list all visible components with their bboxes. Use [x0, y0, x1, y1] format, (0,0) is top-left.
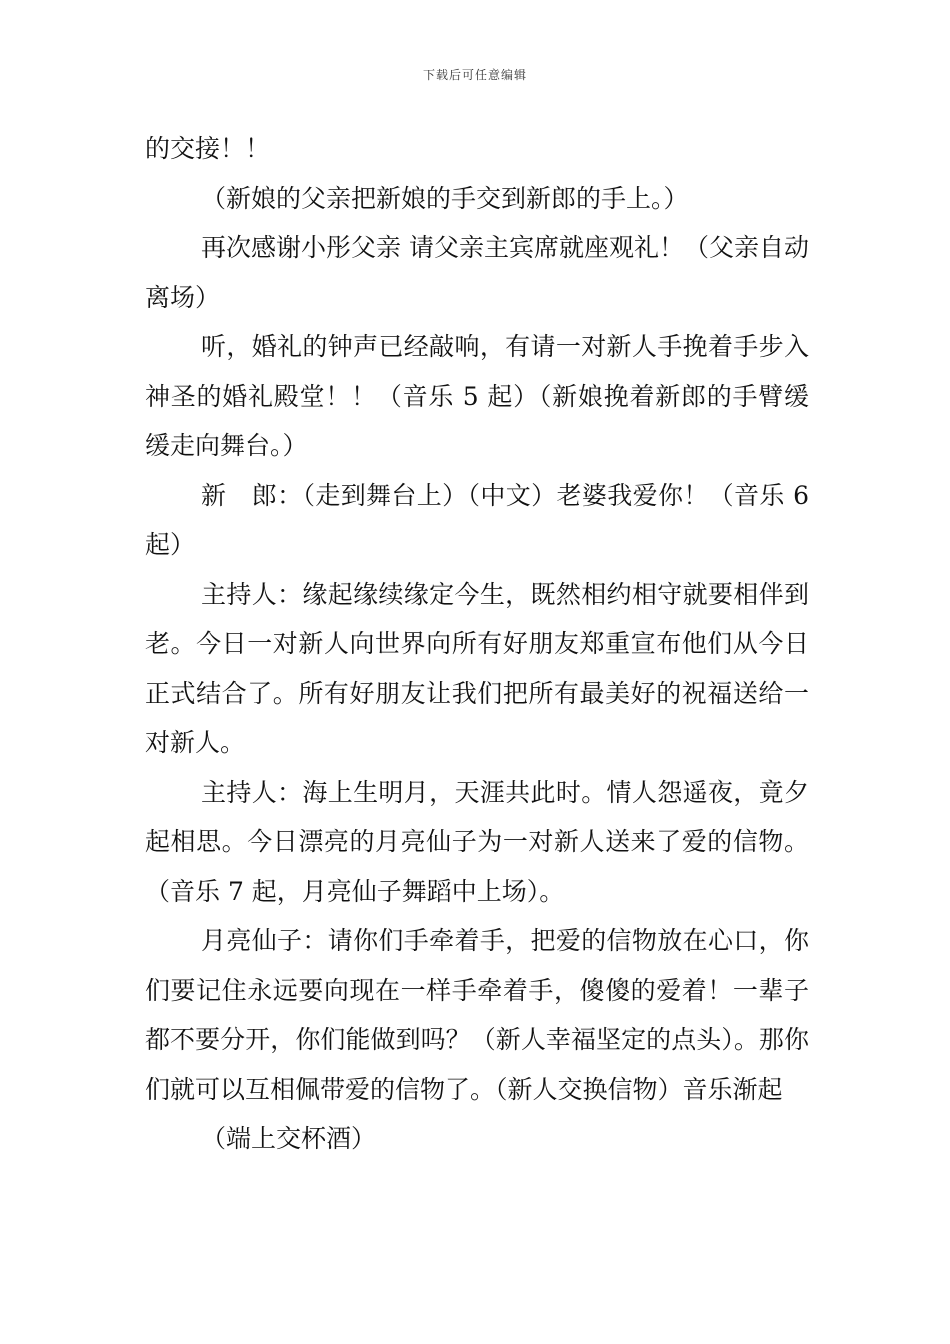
- paragraph-8: 月亮仙子：请你们手牵着手，把爱的信物放在心口，你们要记住永远要向现在一样手牵着手，傻傻的爱着！一辈子都不要分开，你们能做到吗？（新人幸福坚定的点头）。那你们就可以互相佩带爱的信物了。（新人交换信物）音乐渐起: [145, 926, 809, 1104]
- paragraph-9: （端上交杯酒）: [201, 1124, 377, 1153]
- paragraph-5: 新 郎：（走到舞台上）（中文）老婆我爱你！（音乐 6 起）: [145, 480, 809, 559]
- paragraph-2: （新娘的父亲把新娘的手交到新郎的手上。）: [201, 183, 689, 213]
- paragraph-6: 主持人：缘起缘续缘定今生，既然相约相守就要相伴到老。今日一对新人向世界向所有好朋友郑重宣布他们从今日正式结合了。所有好朋友让我们把所有最美好的祝福送给一对新人。: [145, 579, 809, 757]
- paragraph-3: 再次感谢小彤父亲 请父亲主宾席就座观礼！（父亲自动离场）: [145, 233, 809, 312]
- paragraph-7: 主持人：海上生明月，天涯共此时。情人怨遥夜，竟夕起相思。今日漂亮的月亮仙子为一对新人送来了爱的信物。（音乐 7 起，月亮仙子舞蹈中上场）。: [145, 777, 809, 906]
- page-header: 下载后可任意编辑: [422, 68, 527, 82]
- paragraph-1: 的交接！！: [145, 134, 271, 163]
- document-body: [145, 124, 809, 1164]
- paragraph-4: 听，婚礼的钟声已经敲响，有请一对新人手挽着手步入神圣的婚礼殿堂！！（音乐 5 起）（新娘挽着新郎的手臂缓缓走向舞台。）: [145, 332, 809, 460]
